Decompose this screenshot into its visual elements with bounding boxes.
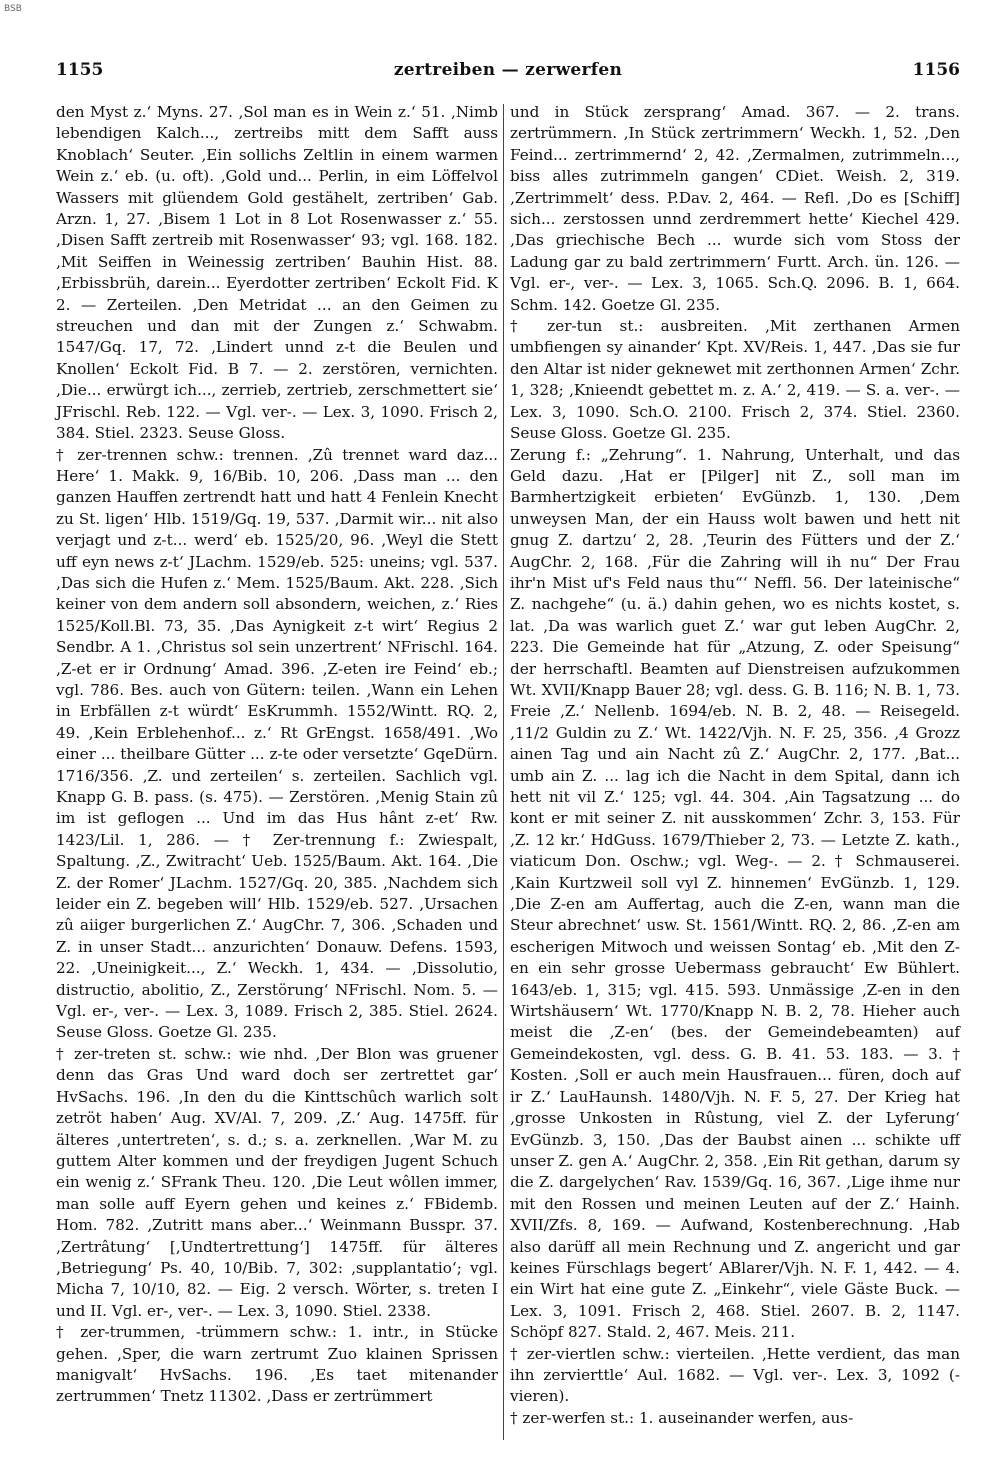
column-divider <box>503 104 504 1440</box>
entry-zertreiben-cont: den Myst z.‘ Myns. 27. ‚Sol man es in Wein z.‘ 51. ‚Nimb lebendigen Kalch..., zertreibs mitt dem Safft auss Knoblach‘ Seuter. ‚Ein sollichs Zeltlin in einem warmen Wein z.‘ eb. (u. oft). ‚Gold und... Perlin, in eim Löffelvol Wassers mit glüendem Gold gestähelt, zertriben‘ Gab. Arzn. 1, 27. ‚Bisem 1 Lot in 8 Lot Rosenwasser z.‘ 55. ‚Disen Safft zertreib mit Rosenwasser‘ 93; vgl. 168. 182. ‚Mit Seiffen in Weinessig zertriben‘ Bauhin Hist. 88. ‚Erbissbrüh, darein... Eyerdotter zertriben‘ Eckolt Fid. K 2. — Zerteilen. ‚Den Metridat ... an den Geimen zu streuchen und dan mit der Zungen z.‘ Schwabm. 1547/Gq. 17, 72. ‚Lindert unnd z-t die Beulen und Knollen‘ Eckolt Fid. B 7. — 2. zerstören, vernichten. ‚Die... erwürgt ich..., zerrieb, zertrieb, zerschmettert sie‘ JFrischl. Reb. 122. — Vgl. ver-. — Lex. 3, 1090. Frisch 2, 384. Stiel. 2323. Seuse Gloss. <box>56 103 498 443</box>
entry-zerung: Zerung f.: „Zehrung“. 1. Nahrung, Unterhalt, und das Geld dazu. ‚Hat er [Pilger] nit Z., soll man im Barmhertzigkeit erbieten‘ EvGünzb. 1, 130. ‚Dem unweysen Man, der ein Hauss wolt bawen und hett nit gnug Z. dartzu‘ 2, 28. ‚Teurin des Fütters und der Z.‘ AugChr. 2, 168. ‚Für die Zahring will ih nu“ Der Frau ihr'n Mist uf's Feld naus thu“‘ Neffl. 56. Der lateinische“ Z. nachgehe“ (u. ä.) dahin gehen, wo es nichts kostet, s. lat. ‚Da was warlich guet Z.‘ war gut leben AugChr. 2, 223. Die Gemeinde hat für „Atzung, Z. oder Speisung“ der herrschaftl. Beamten auf Dienstreisen aufzukommen Wt. XVII/Knapp Bauer 28; vgl. dess. G. B. 116; N. B. 1, 73. Freie ‚Z.‘ Nellenb. 1694/eb. N. B. 2, 48. — Reisegeld. ‚11/2 Guldin zu Z.‘ Wt. 1422/Vjh. N. F. 25, 356. ‚4 Grozz ainen Tag und ain Nacht zû Z.‘ AugChr. 2, 177. ‚Bat... umb ain Z. ... lag ich die Nacht in dem Spital, dann ich hett nit vil Z.‘ 125; vgl. 44. 304. ‚Ain Tagsatzung ... do kont er mit seiner Z. nit ausskommen‘ Zchr. 3, 153. Für ‚Z. 12 kr.‘ HdGuss. 1679/Thieber 2, 73. — Letzte Z. kath., viaticum Don. Oschw.; vgl. Weg-. — 2. † Schmauserei. ‚Kain Kurtzweil soll vyl Z. hinnemen‘ EvGünzb. 1, 129. ‚Die Z-en am Auffertag, auch die Z-en, wann man die Steur abrechnet‘ usw. St. 1561/Wintt. RQ. 2, 86. ‚Z-en am escherigen Mitwoch und weissen Sontag‘ eb. ‚Mit den Z-en ein sehr grosse Uebermass gebraucht‘ Ew Bühlert. 1643/eb. 1, 315; vgl. 415. 593. Unmässige ‚Z-en in den Wirtshäusern‘ Wt. 1770/Knapp N. B. 2, 78. Hieher auch meist die ‚Z-en‘ (bes. der Gemeindebeamten) auf Gemeindekosten, vgl. dess. G. B. 41. 53. 183. — 3. † Kosten. ‚Soll er auch mein Hausfrauen... füren, doch auf ir Z.‘ LauHaunsh. 1480/Vjh. N. F. 5, 27. Der Krieg hat ‚grosse Unkosten in Rûstung, viel Z. der Lyferung‘ EvGünzb. 3, 150. ‚Das der Baubst ainen ... schikte uff unser Z. gen A.‘ AugChr. 2, 358. ‚Ein Rit gethan, darum sy die Z. dargelychen‘ Rav. 1539/Gq. 16, 367. ‚Lige ihme nur mit den Rossen und meinen Leuten auf der Z.‘ Hainh. XVII/Zfs. 8, 169. — Aufwand, Kostenberechnung. ‚Hab also darüff all mein Rechnung und Z. angericht und gar keines Fürschlags begert‘ ABlarer/Vjh. N. F. 1, 442. — 4. ein Wirt hat eine gute Z. „Einkehr“, viele Gäste Buck. — Lex. 3, 1091. Frisch 2, 468. Stiel. 2607. B. 2, 1147. Schöpf 827. Stald. 2, 467. Meis. 211. <box>510 445 960 1342</box>
library-stamp: BSB <box>4 4 22 14</box>
right-page-number: 1156 <box>912 60 960 80</box>
entry-zer-trummen: † zer-trummen, -trümmern schw.: 1. intr., in Stücke gehen. ‚Sper, die warn zertrumt Zuo klainen Sprissen manigvalt‘ HvSachs. 196. ‚Es taet mitenander zertrummen‘ Tnetz 11302. ‚Dass er zertrümmert <box>56 1323 498 1406</box>
entry-zer-viertlen: † zer-viertlen schw.: vierteilen. ‚Hette verdient, das man ihn zervierttle‘ Aul. 1682. — Vgl. ver-. Lex. 3, 1092 (-vieren). <box>510 1344 960 1406</box>
entry-zer-treten: † zer-treten st. schw.: wie nhd. ‚Der Blon was gruener denn das Gras Und ward doch ser zertrettet gar‘ HvSachs. 196. ‚In den du die Kinttschûch warlich solt zetröt haben‘ Aug. XV/Al. 7, 209. ‚Z.‘ Aug. 1475ff. für älteres ‚untertreten‘, s. d.; s. a. zerknellen. ‚War M. zu guttem Alter kommen und der freydigen Jugent Schuch ein wenig z.‘ SFrank Theu. 120. ‚Die Leut wôllen immer, man solle auff Eyern gehen und keines z.‘ FBidemb. Hom. 782. ‚Zutritt mans aber...‘ Weinmann Busspr. 37. ‚Zertrâtung‘ [‚Undtertrettung‘] 1475ff. für älteres ‚Betriegung‘ Ps. 40, 10/Bib. 7, 302: ‚supplantatio‘; vgl. Micha 7, 10/10, 82. — Eig. 2 versch. Wörter, s. treten I und II. Vgl. er-, ver-. — Lex. 3, 1090. Stiel. 2338. <box>56 1044 498 1320</box>
entry-zer-tun: † zer-tun st.: ausbreiten. ‚Mit zerthanen Armen umbfiengen sy ainander‘ Kpt. XV/Reis. 1, 447. ‚Das sie fur den Altar ist nider geknewet mit zerthonnen Armen‘ Zchr. 1, 328; ‚Knieendt gebettet m. z. A.‘ 2, 419. — S. a. ver-. — Lex. 3, 1090. Sch.O. 2100. Frisch 2, 374. Stiel. 2360. Seuse Gloss. Goetze Gl. 235. <box>510 317 960 443</box>
entry-zer-trummen-cont: und in Stück zersprang‘ Amad. 367. — 2. trans. zertrümmern. ‚In Stück zertrimmern‘ Weckh. 1, 52. ‚Den Feind... zertrimmernd‘ 2, 42. ‚Zermalmen, zutrimmeln..., biss alles zutrimmeln gangen‘ CDiet. Weish. 2, 319. ‚Zertrimmelt‘ dess. P.Dav. 2, 464. — Refl. ‚Do es [Schiff] sich... zerstossen unnd zerdremmert hette‘ Kiechel 429. ‚Das griechische Bech ... wurde sich vom Stoss der Ladung gar zu bald zertrimmern‘ Furtt. Arch. ün. 126. — Vgl. er-, ver-. — Lex. 3, 1065. Sch.Q. 2096. B. 1, 664. Schm. 142. Goetze Gl. 235. <box>510 103 960 314</box>
left-column <box>56 102 498 1408</box>
running-title: zertreiben — zerwerfen <box>393 60 623 80</box>
page-header <box>56 60 960 86</box>
entry-zer-werfen: † zer-werfen st.: 1. auseinander werfen, aus- <box>510 1408 854 1427</box>
right-column <box>510 102 960 1429</box>
left-page-number: 1155 <box>56 60 104 80</box>
entry-zer-trennen: † zer-trennen schw.: trennen. ‚Zû trennet ward daz... Here‘ 1. Makk. 9, 16/Bib. 10, 206. ‚Dass man ... den ganzen Hauffen zertrendt hatt und hatt 4 Fenlein Knecht zu St. ligen‘ Hlb. 1519/Gq. 19, 537. ‚Darmit wir... nit also verjagt und z-t... werd‘ eb. 1525/20, 96. ‚Weyl die Stett uff eyn news z-t‘ JLachm. 1529/eb. 525: uneins; vgl. 537. ‚Das sich die Hufen z.‘ Mem. 1525/Baum. Akt. 228. ‚Sich keiner von dem andern soll absondern, weichen, z.‘ Ries 1525/Koll.Bl. 73, 35. ‚Das Aynigkeit z-t wirt‘ Regius 2 Sendbr. A 1. ‚Christus sol sein unzertrent‘ NFrischl. 164. ‚Z-et er ir Ordnung‘ Amad. 396. ‚Z-eten ire Feind‘ eb.; vgl. 786. Bes. auch von Gütern: teilen. ‚Wann ein Lehen in Erbfällen z-t würdt‘ EsKrummh. 1552/Wintt. RQ. 2, 49. ‚Kein Erblehenhof... z.‘ Rt GrEngst. 1658/491. ‚Wo einer ... theilbare Gütter ... z-te oder versetzte‘ GqeDürn. 1716/356. ‚Z. und zerteilen‘ s. zerteilen. Sachlich vgl. Knapp G. B. pass. (s. 475). — Zerstören. ‚Menig Stain zû im ist geflogen ... Und im das Hus hânt z-et‘ Rw. 1423/Lil. 1, 286. — † Zer-trennung f.: Zwiespalt, Spaltung. ‚Z., Zwitracht‘ Ueb. 1525/Baum. Akt. 164. ‚Die Z. der Romer‘ JLachm. 1527/Gq. 20, 385. ‚Nachdem sich leider ein Z. begeben will‘ Hlb. 1529/eb. 527. ‚Ursachen zû aiiger burgerlichen Z.‘ AugChr. 7, 306. ‚Schaden und Z. in unser Stadt... anzurichten‘ Donauw. Defens. 1593, 22. ‚Uneinigkeit..., Z.‘ Weckh. 1, 434. — ‚Dissolutio, distructio, abolitio, Z., Zerstörung‘ NFrischl. Nom. 5. — Vgl. er-, ver-. — Lex. 3, 1089. Frisch 2, 385. Stiel. 2624. Seuse Gloss. Goetze Gl. 235. <box>56 445 498 1042</box>
